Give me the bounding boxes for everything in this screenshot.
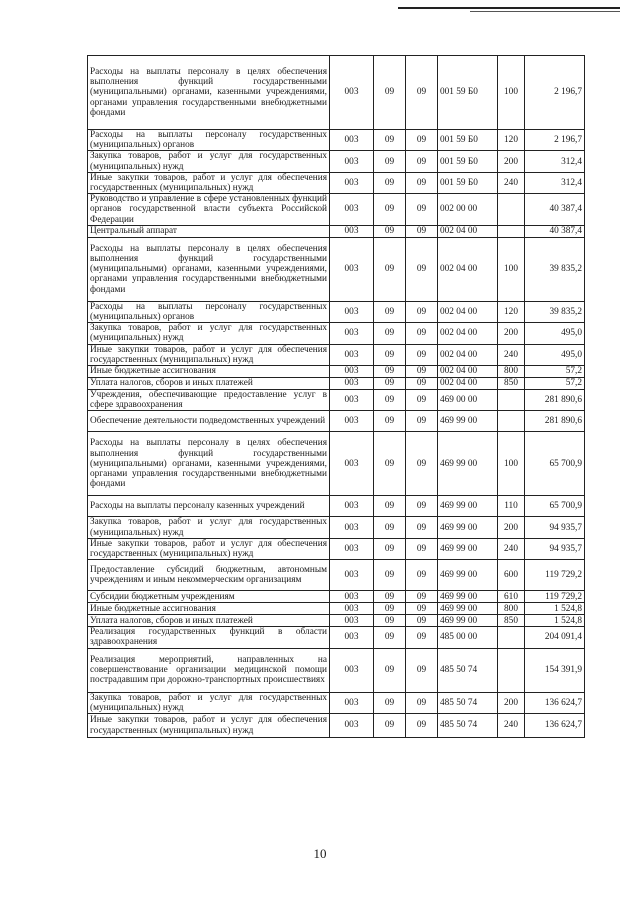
expense-name: Иные закупки товаров, работ и услуг для обеспечения государственных (муниципальных) нужд [88,344,330,365]
table-row [88,560,585,591]
section-code: 09 [374,151,406,172]
table-row [88,615,585,627]
section-code: 09 [374,323,406,344]
target-article-code: 485 50 74 [438,714,498,738]
expense-type-code: 240 [498,172,525,193]
expense-type-code [498,648,525,692]
target-article-code: 469 99 00 [438,432,498,496]
subsection-code: 09 [406,591,438,603]
subsection-code: 09 [406,496,438,517]
ministry-code: 003 [330,603,374,615]
amount: 136 624,7 [525,692,585,713]
target-article-code: 469 99 00 [438,517,498,538]
subsection-code: 09 [406,225,438,237]
subsection-code: 09 [406,538,438,559]
section-code: 09 [374,366,406,378]
expense-name: Иные бюджетные ассигнования [88,603,330,615]
ministry-code: 003 [330,692,374,713]
table-row [88,603,585,615]
section-code: 09 [374,237,406,301]
section-code: 09 [374,411,406,432]
ministry-code: 003 [330,714,374,738]
section-code: 09 [374,301,406,322]
subsection-code: 09 [406,517,438,538]
table-row [88,172,585,193]
section-code: 09 [374,496,406,517]
expense-name: Закупка товаров, работ и услуг для государственных (муниципальных) нужд [88,151,330,172]
target-article-code: 002 00 00 [438,194,498,226]
ministry-code: 003 [330,560,374,591]
ministry-code: 003 [330,517,374,538]
target-article-code: 469 99 00 [438,411,498,432]
expense-name: Учреждения, обеспечивающие предоставление услуг в сфере здравоохранения [88,390,330,411]
subsection-code: 09 [406,323,438,344]
expense-name: Центральный аппарат [88,225,330,237]
ministry-code: 003 [330,301,374,322]
ministry-code: 003 [330,538,374,559]
subsection-code: 09 [406,714,438,738]
table-row [88,411,585,432]
expense-name: Иные закупки товаров, работ и услуг для обеспечения государственных (муниципальных) нужд [88,714,330,738]
amount: 40 387,4 [525,225,585,237]
table-row [88,714,585,738]
ministry-code: 003 [330,172,374,193]
ministry-code: 003 [330,390,374,411]
table-row [88,323,585,344]
table-row [88,130,585,151]
subsection-code: 09 [406,56,438,130]
target-article-code: 002 04 00 [438,366,498,378]
amount: 57,2 [525,366,585,378]
table-row [88,692,585,713]
amount: 119 729,2 [525,591,585,603]
expense-type-code: 240 [498,714,525,738]
expense-name: Иные бюджетные ассигнования [88,366,330,378]
expense-name: Обеспечение деятельности подведомственных учреждений [88,411,330,432]
subsection-code: 09 [406,366,438,378]
amount: 1 524,8 [525,615,585,627]
expense-name: Закупка товаров, работ и услуг для государственных (муниципальных) нужд [88,323,330,344]
amount: 204 091,4 [525,627,585,648]
ministry-code: 003 [330,366,374,378]
expense-type-code: 850 [498,615,525,627]
table-row [88,237,585,301]
table-row [88,538,585,559]
section-code: 09 [374,648,406,692]
section-code: 09 [374,378,406,390]
section-code: 09 [374,344,406,365]
expense-type-code: 800 [498,603,525,615]
subsection-code: 09 [406,627,438,648]
ministry-code: 003 [330,194,374,226]
table-row [88,627,585,648]
amount: 94 935,7 [525,538,585,559]
target-article-code: 485 50 74 [438,648,498,692]
ministry-code: 003 [330,411,374,432]
expense-type-code: 850 [498,378,525,390]
section-code: 09 [374,692,406,713]
target-article-code: 485 00 00 [438,627,498,648]
target-article-code: 469 99 00 [438,496,498,517]
expense-type-code [498,627,525,648]
subsection-code: 09 [406,603,438,615]
target-article-code: 469 99 00 [438,538,498,559]
section-code: 09 [374,194,406,226]
amount: 57,2 [525,378,585,390]
expense-name: Расходы на выплаты персоналу в целях обеспечения выполнения функций государственными (муниципальными) органами, казенными учреждениями, органами управления государственными внебюджетными фондами [88,237,330,301]
expense-type-code: 200 [498,151,525,172]
amount: 2 196,7 [525,56,585,130]
target-article-code: 001 59 Б0 [438,56,498,130]
table-row [88,301,585,322]
subsection-code: 09 [406,194,438,226]
expense-type-code: 120 [498,130,525,151]
subsection-code: 09 [406,344,438,365]
section-code: 09 [374,130,406,151]
expense-name: Предоставление субсидий бюджетным, автономным учреждениям и иным некоммерческим организациям [88,560,330,591]
expense-name: Расходы на выплаты персоналу государственных (муниципальных) органов [88,130,330,151]
amount: 39 835,2 [525,301,585,322]
target-article-code: 469 99 00 [438,603,498,615]
target-article-code: 469 99 00 [438,560,498,591]
page-number: 10 [313,846,327,861]
expense-type-code: 200 [498,517,525,538]
target-article-code: 001 59 Б0 [438,172,498,193]
section-code: 09 [374,225,406,237]
ministry-code: 003 [330,151,374,172]
subsection-code: 09 [406,648,438,692]
section-code: 09 [374,591,406,603]
expense-type-code: 610 [498,591,525,603]
amount: 94 935,7 [525,517,585,538]
section-code: 09 [374,432,406,496]
ministry-code: 003 [330,648,374,692]
section-code: 09 [374,517,406,538]
expense-type-code [498,390,525,411]
budget-table [87,55,585,738]
subsection-code: 09 [406,301,438,322]
amount: 495,0 [525,323,585,344]
section-code: 09 [374,390,406,411]
target-article-code: 002 04 00 [438,225,498,237]
ministry-code: 003 [330,225,374,237]
amount: 1 524,8 [525,603,585,615]
expense-type-code [498,411,525,432]
table-row [88,517,585,538]
section-code: 09 [374,627,406,648]
target-article-code: 485 50 74 [438,692,498,713]
target-article-code: 002 04 00 [438,237,498,301]
subsection-code: 09 [406,172,438,193]
expense-type-code: 800 [498,366,525,378]
section-code: 09 [374,172,406,193]
amount: 119 729,2 [525,560,585,591]
section-code: 09 [374,615,406,627]
ministry-code: 003 [330,432,374,496]
amount: 281 890,6 [525,411,585,432]
subsection-code: 09 [406,151,438,172]
table-row [88,344,585,365]
expense-name: Расходы на выплаты персоналу в целях обеспечения выполнения функций государственными (муниципальными) органами, казенными учреждениями, органами управления государственными внебюджетными фондами [88,56,330,130]
target-article-code: 002 04 00 [438,323,498,344]
table-row [88,432,585,496]
expense-name: Закупка товаров, работ и услуг для государственных (муниципальных) нужд [88,517,330,538]
expense-type-code [498,225,525,237]
table-row [88,496,585,517]
expense-type-code: 100 [498,432,525,496]
expense-type-code: 200 [498,692,525,713]
amount: 65 700,9 [525,496,585,517]
expense-type-code: 600 [498,560,525,591]
subsection-code: 09 [406,378,438,390]
table-row [88,591,585,603]
amount: 495,0 [525,344,585,365]
table-row [88,366,585,378]
table-row [88,648,585,692]
target-article-code: 001 59 Б0 [438,151,498,172]
expense-name: Реализация мероприятий, направленных на совершенствование организации медицинской помощи пострадавшим при дорожно-транспортных происшествиях [88,648,330,692]
expense-name: Реализация государственных функций в области здравоохранения [88,627,330,648]
amount: 39 835,2 [525,237,585,301]
ministry-code: 003 [330,56,374,130]
subsection-code: 09 [406,692,438,713]
target-article-code: 469 99 00 [438,615,498,627]
ministry-code: 003 [330,627,374,648]
expense-name: Иные закупки товаров, работ и услуг для обеспечения государственных (муниципальных) нужд [88,538,330,559]
subsection-code: 09 [406,130,438,151]
expense-type-code: 100 [498,56,525,130]
table-row [88,194,585,226]
expense-name: Иные закупки товаров, работ и услуг для обеспечения государственных (муниципальных) нужд [88,172,330,193]
expense-type-code: 200 [498,323,525,344]
amount: 65 700,9 [525,432,585,496]
expense-type-code: 100 [498,237,525,301]
subsection-code: 09 [406,390,438,411]
section-code: 09 [374,560,406,591]
expense-type-code: 240 [498,344,525,365]
table-row [88,56,585,130]
target-article-code: 002 04 00 [438,344,498,365]
subsection-code: 09 [406,432,438,496]
table-row [88,378,585,390]
expense-type-code: 240 [498,538,525,559]
expense-name: Расходы на выплаты персоналу в целях обеспечения выполнения функций государственными (муниципальными) органами, казенными учреждениями, органами управления государственными внебюджетными фондами [88,432,330,496]
expense-name: Субсидии бюджетным учреждениям [88,591,330,603]
table-row [88,225,585,237]
target-article-code: 002 04 00 [438,378,498,390]
expense-name: Закупка товаров, работ и услуг для государственных (муниципальных) нужд [88,692,330,713]
amount: 312,4 [525,151,585,172]
subsection-code: 09 [406,237,438,301]
amount: 136 624,7 [525,714,585,738]
ministry-code: 003 [330,237,374,301]
expense-type-code: 120 [498,301,525,322]
subsection-code: 09 [406,411,438,432]
amount: 154 391,9 [525,648,585,692]
ministry-code: 003 [330,378,374,390]
ministry-code: 003 [330,344,374,365]
ministry-code: 003 [330,323,374,344]
expense-type-code [498,194,525,226]
expense-type-code: 110 [498,496,525,517]
subsection-code: 09 [406,560,438,591]
budget-table-body [88,56,585,738]
subsection-code: 09 [406,615,438,627]
ministry-code: 003 [330,496,374,517]
amount: 281 890,6 [525,390,585,411]
ministry-code: 003 [330,615,374,627]
section-code: 09 [374,538,406,559]
target-article-code: 469 99 00 [438,591,498,603]
expense-name: Расходы на выплаты персоналу казенных учреждений [88,496,330,517]
ministry-code: 003 [330,591,374,603]
ministry-code: 003 [330,130,374,151]
expense-name: Руководство и управление в сфере установленных функций органов государственной власти субъекта Российской Федерации [88,194,330,226]
section-code: 09 [374,714,406,738]
header-rule-thin [470,11,620,12]
table-row [88,151,585,172]
section-code: 09 [374,603,406,615]
target-article-code: 001 59 Б0 [438,130,498,151]
expense-name: Уплата налогов, сборов и иных платежей [88,378,330,390]
amount: 40 387,4 [525,194,585,226]
expense-name: Расходы на выплаты персоналу государственных (муниципальных) органов [88,301,330,322]
section-code: 09 [374,56,406,130]
target-article-code: 469 00 00 [438,390,498,411]
amount: 312,4 [525,172,585,193]
target-article-code: 002 04 00 [438,301,498,322]
header-rule [398,7,620,9]
expense-name: Уплата налогов, сборов и иных платежей [88,615,330,627]
table-row [88,390,585,411]
amount: 2 196,7 [525,130,585,151]
